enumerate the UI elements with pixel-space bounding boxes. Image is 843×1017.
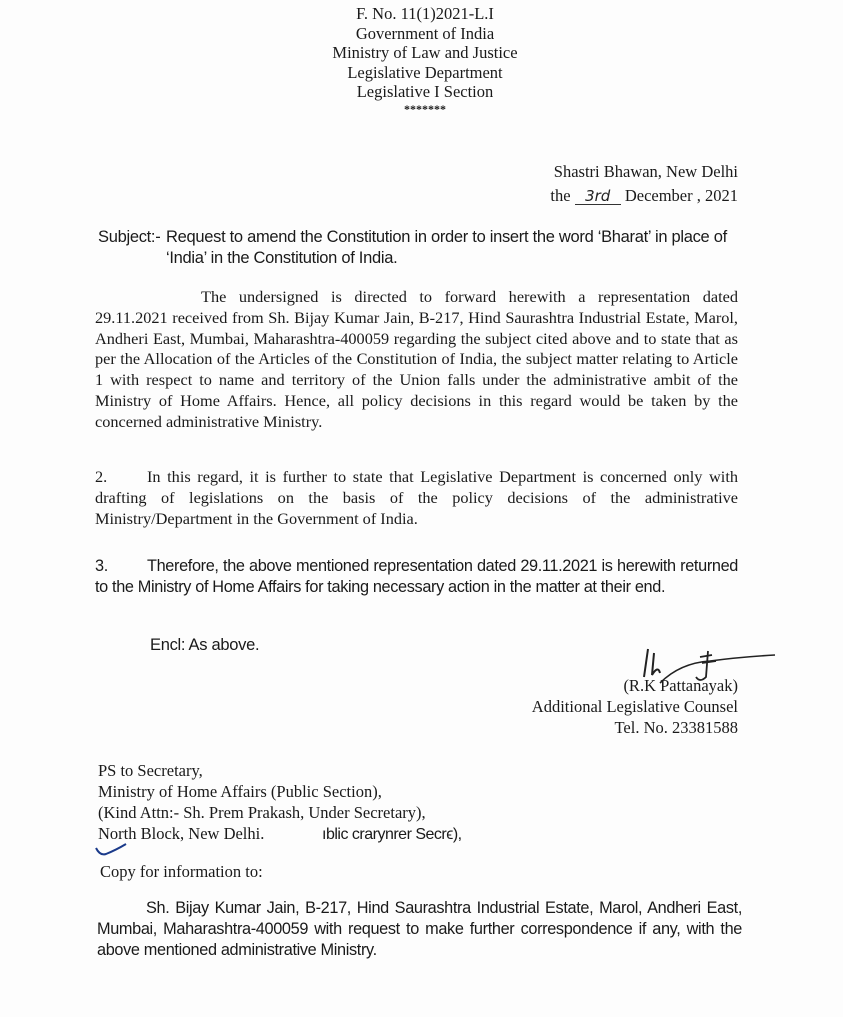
addressee-line: North Block, New Delhi.	[98, 824, 265, 843]
government-name: Government of India	[355, 23, 495, 43]
place-date-block	[530, 160, 738, 208]
date-prefix: the	[550, 186, 571, 205]
section-name: Legislative I Section	[356, 82, 494, 101]
copy-label: Copy for information to:	[100, 862, 263, 881]
file-number: F. No. 11(1)2021-L.I	[356, 4, 494, 23]
subject-block	[98, 227, 748, 268]
paragraph-number: 2.	[95, 467, 108, 486]
signatory-block	[500, 675, 738, 738]
subject-label: Subject:-	[98, 228, 161, 246]
addressee-line: (Kind Attn:- Sh. Prem Prakash, Under Secretary),	[98, 803, 426, 822]
header-separator: *******	[404, 101, 446, 116]
ministry-name: Ministry of Law and Justice	[332, 43, 518, 62]
copy-recipient: Sh. Bijay Kumar Jain, B-217, Hind Saurashtra Industrial Estate, Marol, Andheri East, Mumbai, Maharashtra-400059 with request to make further correspondence if any, with the above mentioned administrative Ministry.	[97, 899, 742, 959]
enclosure-note: Encl: As above.	[150, 636, 260, 654]
paragraph-text: In this regard, it is further to state that Legislative Department is concerned only with drafting of legislations on the basis of the policy decisions of the administrative Ministry/Department in the Government of India.	[95, 467, 738, 528]
signatory-designation: Additional Legislative Counsel	[531, 697, 738, 716]
paragraph-1: The undersigned is directed to forward herewith a representation dated 29.11.2021 received from Sh. Bijay Kumar Jain, B-217, Hind Saurashtra Industrial Estate, Marol, Andheri East, Mumbai, Maharashtra-400059 regarding the subject cited above and to state that as per the Allocation of the Articles of the Constitution of India, the subject matter relating to Article 1 with respect to name and territory of the Union falls under the administrative ambit of the Ministry of Home Affairs. Hence, all policy decisions in this regard would be taken by the concerned administrative Ministry.	[95, 287, 738, 431]
signatory-name: (R.K Pattanayak)	[623, 676, 738, 695]
paragraph-3	[95, 556, 738, 598]
signatory-telephone: Tel. No. 23381588	[614, 718, 738, 737]
letter-header	[300, 4, 550, 116]
department-name: Legislative Department	[347, 62, 503, 82]
handwritten-date: 3rd	[575, 188, 621, 205]
subject-text: Request to amend the Constitution in order to insert the word ‘Bharat’ in place of ‘India’ in the Constitution of India.	[166, 228, 727, 267]
addressee-line: Ministry of Home Affairs (Public Section),	[98, 782, 382, 801]
addressee-line: PS to Secretary,	[98, 761, 203, 780]
date-suffix: December , 2021	[624, 186, 738, 205]
date-line	[530, 184, 738, 208]
paragraph-number: 3.	[95, 557, 108, 575]
overprint-artifact: ıblic crarynrer Secrϵ),	[322, 826, 462, 843]
checkmark-icon	[94, 842, 128, 858]
place: Shastri Bhawan, New Delhi	[553, 162, 738, 181]
paragraph-text: Therefore, the above mentioned representation dated 29.11.2021 is herewith returned to the Ministry of Home Affairs for taking necessary action in the matter at their end.	[95, 557, 738, 596]
paragraph-2	[95, 467, 738, 529]
